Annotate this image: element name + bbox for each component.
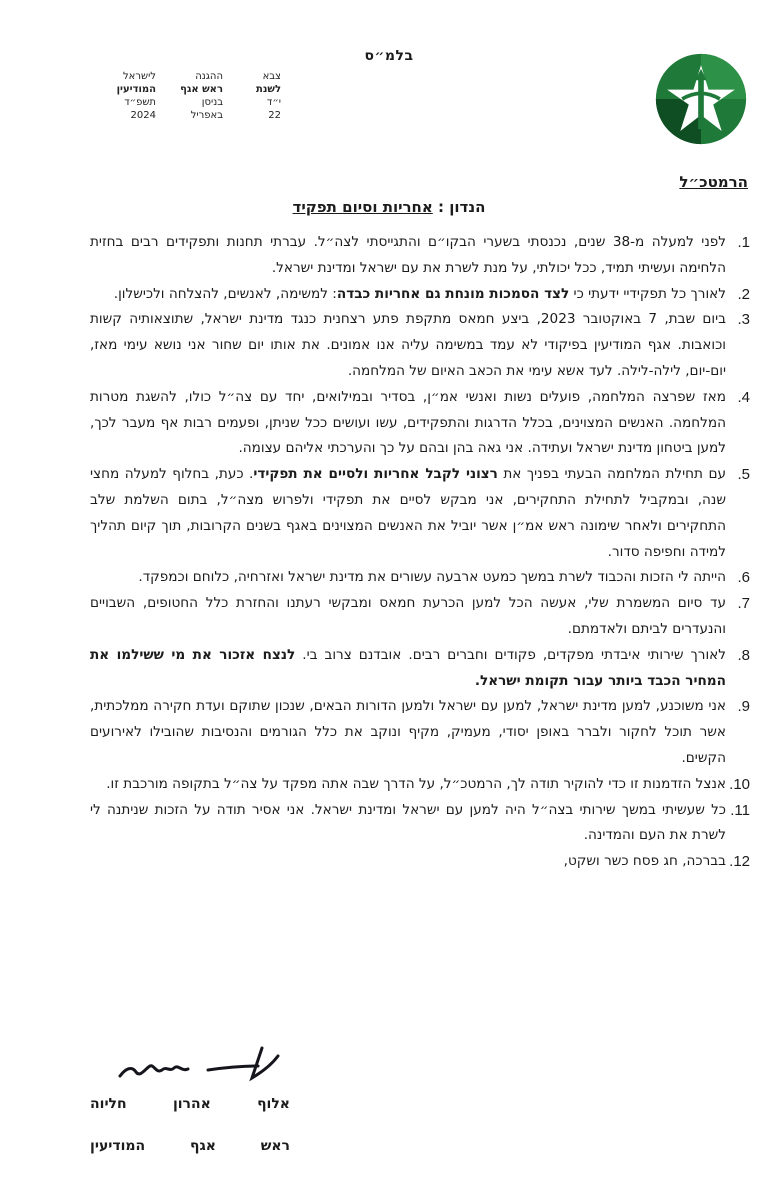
paragraph bbox=[90, 282, 750, 308]
header-cell: המודיעין bbox=[116, 84, 156, 95]
emphasized-text: לצד הסמכות מונחת גם אחריות כבדה bbox=[336, 285, 570, 302]
paragraph-number: 11. bbox=[730, 801, 750, 819]
sig-word: אלוף bbox=[257, 1096, 290, 1112]
intelligence-directorate-logo bbox=[654, 52, 748, 146]
paragraph bbox=[90, 772, 750, 798]
paragraph bbox=[90, 643, 750, 695]
paragraph-number: 7. bbox=[737, 595, 750, 613]
paragraph-number: 10. bbox=[729, 775, 750, 793]
paragraph-text bbox=[90, 849, 726, 875]
paragraph-text bbox=[90, 307, 726, 384]
text-run: עם תחילת המלחמה הבעתי בפניך את bbox=[497, 466, 727, 483]
text-run: : למשימה, לאנשים, להצלחה ולכישלון. bbox=[113, 285, 337, 302]
letter-subject bbox=[0, 198, 778, 216]
paragraph-number: 4. bbox=[737, 388, 750, 406]
text-run: עד סיום המשמרת שלי, אעשה הכל למען הכרעת חמאס ומבקשי רעתנו והחזרת כלל החטופים, השבויים והנעדרים לביתם ולאדמתם. bbox=[90, 595, 726, 637]
subject-prefix: הנדון : bbox=[438, 198, 486, 216]
paragraph-number: 3. bbox=[737, 311, 750, 329]
header-cell: ההגנה bbox=[195, 71, 223, 82]
paragraph bbox=[90, 307, 750, 384]
header-cell: באפריל bbox=[190, 110, 223, 121]
sig-word: ראש bbox=[260, 1138, 290, 1154]
paragraph-text bbox=[90, 282, 726, 308]
emphasized-text: לנצח אזכור את מי ששילמו את המחיר הכבד ביותר עבור תקומת ישראל. bbox=[90, 646, 726, 689]
text-run: הייתה לי הזכות והכבוד לשרת במשך כמעט ארבעה עשורים את מדינת ישראל ואזרחיה, כלוחם וכמפקד. bbox=[138, 569, 726, 586]
subject-text: אחריות וסיום תפקיד bbox=[292, 198, 433, 216]
header-cell: לישראל bbox=[122, 71, 156, 82]
paragraph-number: 12. bbox=[729, 853, 750, 871]
paragraph-text bbox=[90, 694, 726, 771]
paragraph-text bbox=[90, 772, 726, 798]
paragraph-number: 5. bbox=[737, 466, 750, 484]
header-cell: בניסן bbox=[201, 97, 223, 108]
text-run: בברכה, חג פסח כשר ושקט, bbox=[563, 853, 726, 870]
paragraph-number: 9. bbox=[737, 698, 750, 716]
paragraph-number: 6. bbox=[737, 569, 750, 587]
paragraph bbox=[90, 565, 750, 591]
handwritten-signature bbox=[112, 1042, 292, 1084]
paragraph bbox=[90, 798, 750, 850]
signatory-title bbox=[90, 1138, 290, 1154]
text-run: ביום שבת, 7 באוקטובר 2023, ביצע חמאס מתקפת פתע רצחנית כנגד מדינת ישראל, שתוצאותיה קשות וכואבות. אגף המודיעין בפיקודי לא עמד במשימה עליה אנו אמונים. את אותו יום שחור אני נושא עימי מאז, יום-יום, לילה-לילה. לעד אשא עימי את הכאב האיום של המלחמה. bbox=[90, 311, 727, 379]
paragraph-text bbox=[90, 385, 726, 462]
paragraph-text bbox=[90, 643, 726, 695]
paragraph-text bbox=[90, 230, 726, 282]
text-run: כל שעשיתי במשך שירותי בצה״ל היה למען עם ישראל ומדינת ישראל. אני אסיר תודה על הזכות שניתנה לי לשרת את העם והמדינה. bbox=[90, 801, 726, 844]
text-run: אני משוכנע, למען מדינת ישראל, למען עם ישראל ולמען הדורות הבאים, שנכון שתוקם ועדת חקירה ממלכתית, אשר תוכל לחקור ולברר באופן יסודי, מעמיק, מקיף ונוקב את כלל הגורמים והנסיבות שהובילו לאירועים הקשים. bbox=[90, 698, 726, 766]
sig-word: אגף bbox=[190, 1138, 216, 1154]
paragraph bbox=[90, 694, 750, 771]
header-cell: ראש אגף bbox=[180, 84, 223, 95]
date-header bbox=[96, 70, 281, 122]
header-cell: 2024 bbox=[130, 110, 156, 121]
text-run: . כעת, בחלוף למעלה מחצי שנה, ובמקביל לתחילת התחקירים, אני מבקש לסיים את תפקידי ולפרוש מצה״ל, בתום השלמת שלב התחקירים ולאחר שימונה ראש אמ״ן אשר יוביל את האנשים המצוינים באגף בשנים הקרובות, תוך קיום תהליך למידה וחפיפה סדור. bbox=[90, 466, 726, 560]
paragraph bbox=[90, 849, 750, 875]
header-cell: י״ד bbox=[266, 97, 281, 108]
text-run: לאורך שירותי איבדתי מפקדים, פקודים וחברים רבים. אובדנם צרוב בי. bbox=[295, 646, 726, 663]
header-cell: תשפ״ד bbox=[124, 97, 156, 108]
paragraph-text bbox=[90, 565, 726, 591]
signatory-name bbox=[90, 1096, 290, 1112]
paragraph bbox=[90, 230, 750, 282]
header-cell: 22 bbox=[268, 110, 281, 121]
text-run: אנצל הזדמנות זו כדי להוקיר תודה לך, הרמטכ״ל, על הדרך שבה אתה מפקד על צה״ל בתקופה מורכבת זו. bbox=[106, 775, 726, 792]
paragraph-text bbox=[90, 462, 726, 565]
paragraph-number: 2. bbox=[737, 285, 750, 303]
paragraph bbox=[90, 591, 750, 643]
paragraph bbox=[90, 385, 750, 462]
sig-word: אהרון bbox=[172, 1096, 211, 1112]
header-cell: לשנת bbox=[256, 84, 281, 95]
paragraph bbox=[90, 462, 750, 565]
paragraph-number: 8. bbox=[737, 646, 750, 664]
paragraph-number: 1. bbox=[737, 234, 750, 251]
paragraph-text bbox=[90, 798, 726, 850]
letter-body bbox=[90, 230, 750, 875]
addressee: הרמטכ״ל bbox=[679, 173, 748, 191]
sig-word: המודיעין bbox=[90, 1138, 146, 1154]
sig-word: חליוה bbox=[90, 1096, 127, 1112]
header-cell: צבא bbox=[262, 71, 281, 82]
text-run: מאז שפרצה המלחמה, פועלים נשות ואנשי אמ״ן, בסדיר ובמילואים, יחד עם צה״ל כולו, להשגת מטרות המלחמה. האנשים המצוינים, בכלל הדרגות והתפקידים, עשו ועושים ככל שניתן, ופעמים רבות אף מעבר לכך, למען ביטחון מדינת ישראל ועתידה. אני גאה בהן ובהם על כך והערכתי אליהם עצומה. bbox=[90, 388, 726, 457]
text-run: לאורך כל תפקידיי ידעתי כי bbox=[569, 285, 726, 302]
classification-label: בלמ״ס bbox=[364, 48, 414, 64]
emphasized-text: רצוני לקבל אחריות ולסיים את תפקידי bbox=[253, 466, 498, 483]
paragraph-text bbox=[90, 591, 726, 643]
text-run: לפני למעלה מ-38 שנים, נכנסתי בשערי הבקו״ם והתגייסתי לצה״ל. עברתי תחנות ותפקידים רבים בחזית הלחימה ועשיתי תמיד, ככל יכולתי, על מנת לשרת את עם ישראל ומדינת ישראל. bbox=[90, 234, 727, 276]
